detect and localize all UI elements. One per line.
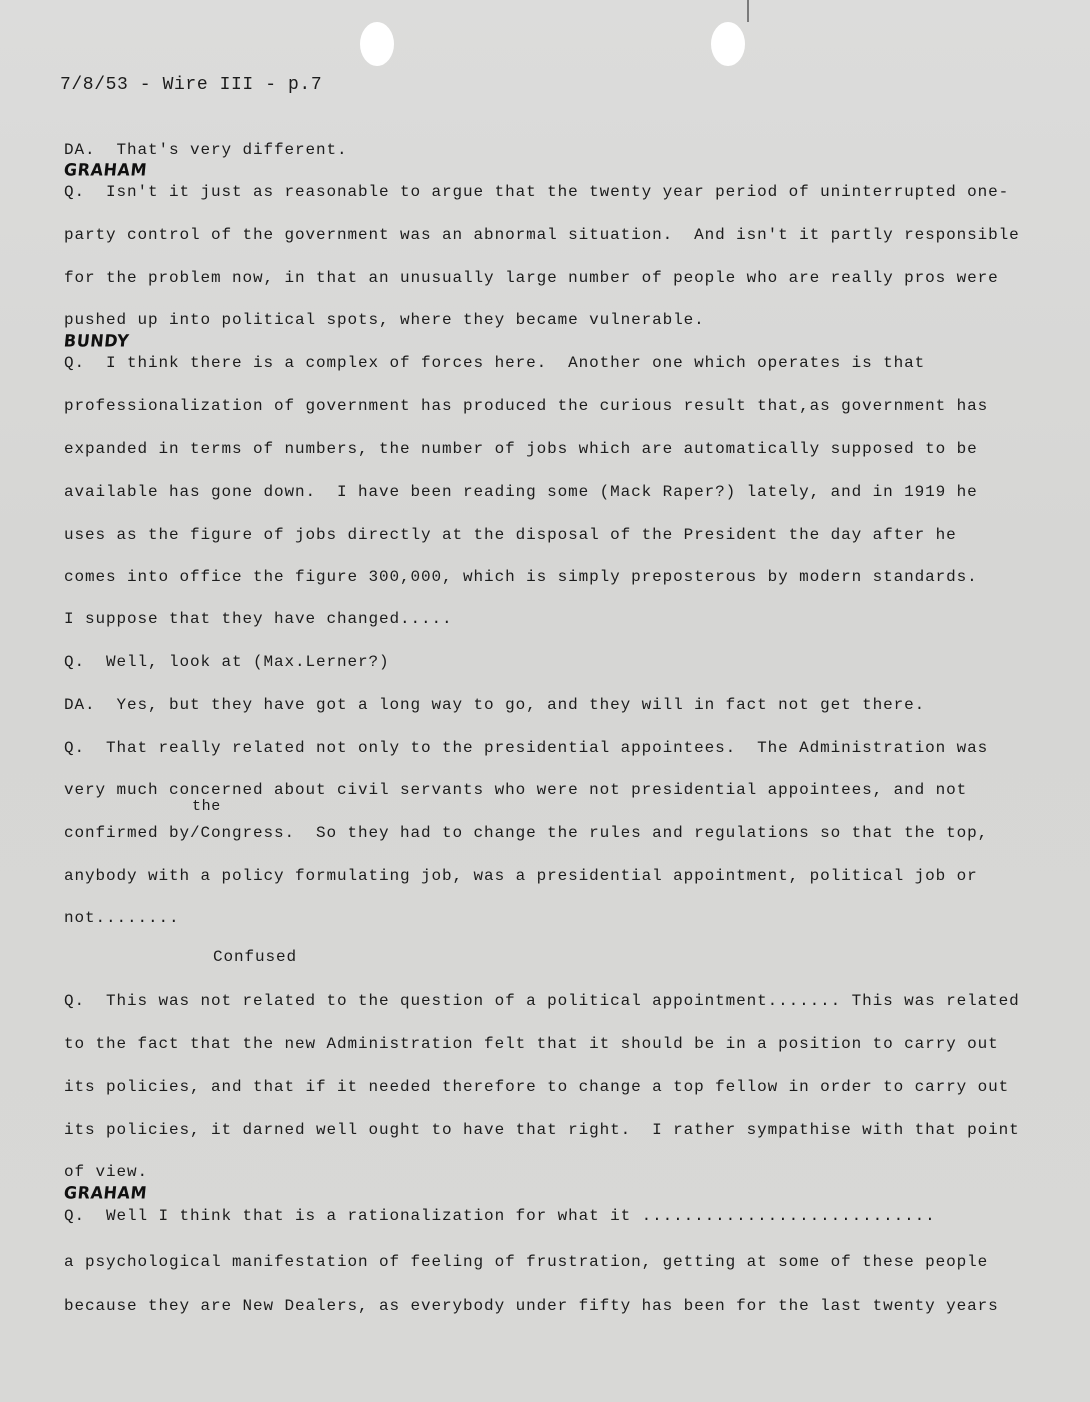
speaker-annotation-graham: GRAHAM bbox=[63, 159, 149, 180]
text-line: DA. Yes, but they have got a long way to go, and they will in fact not get there. bbox=[64, 696, 926, 714]
text-line: expanded in terms of numbers, the number of jobs which are automatically supposed to be bbox=[64, 440, 978, 458]
text-line: uses as the figure of jobs directly at the disposal of the President the day after he bbox=[64, 526, 957, 544]
text-line: Q. Isn't it just as reasonable to argue that the twenty year period of uninterrupted one- bbox=[64, 183, 1010, 201]
text-line: not........ bbox=[64, 909, 180, 927]
text-line: of view. bbox=[64, 1163, 149, 1181]
text-line: Q. That really related not only to the presidential appointees. The Administration was bbox=[64, 739, 989, 757]
edge-mark bbox=[747, 0, 749, 22]
text-line: its policies, and that if it needed therefore to change a top fellow in order to carry out bbox=[64, 1078, 1010, 1096]
text-line: comes into office the figure 300,000, which is simply preposterous by modern standards. bbox=[64, 568, 978, 586]
text-line: very much concerned about civil servants who were not presidential appointees, and not bbox=[64, 781, 968, 799]
speaker-annotation-graham: GRAHAM bbox=[63, 1182, 149, 1203]
page-header: 7/8/53 - Wire III - p.7 bbox=[60, 75, 323, 95]
text-line: its policies, it darned well ought to have that right. I rather sympathise with that point bbox=[64, 1121, 1020, 1139]
text-line: for the problem now, in that an unusually large number of people who are really pros were bbox=[64, 269, 999, 287]
text-line: anybody with a policy formulating job, was a presidential appointment, political job or bbox=[64, 867, 978, 885]
text-line: Q. Well, look at (Max.Lerner?) bbox=[64, 653, 390, 671]
text-line: Q. This was not related to the question of a political appointment....... This was related bbox=[64, 992, 1020, 1010]
text-line: confirmed by/Congress. So they had to change the rules and regulations so that the top, bbox=[64, 824, 989, 842]
text-line: Q. Well I think that is a rationalization for what it ............................ bbox=[64, 1207, 936, 1225]
text-line: because they are New Dealers, as everybody under fifty has been for the last twenty years bbox=[64, 1297, 999, 1315]
text-line: DA. That's very different. bbox=[64, 141, 348, 159]
text-line: a psychological manifestation of feeling of frustration, getting at some of these people bbox=[64, 1253, 989, 1271]
text-line: Q. I think there is a complex of forces here. Another one which operates is that bbox=[64, 354, 926, 372]
confused-note: Confused bbox=[213, 948, 298, 966]
text-line: available has gone down. I have been reading some (Mack Raper?) lately, and in 1919 he bbox=[64, 483, 978, 501]
text-line: I suppose that they have changed..... bbox=[64, 610, 453, 628]
punch-hole-left bbox=[360, 22, 394, 66]
speaker-annotation-bundy: BUNDY bbox=[63, 330, 131, 351]
text-line: professionalization of government has produced the curious result that,as government has bbox=[64, 397, 989, 415]
text-line: pushed up into political spots, where they became vulnerable. bbox=[64, 311, 705, 329]
punch-hole-right bbox=[711, 22, 745, 66]
text-line: to the fact that the new Administration felt that it should be in a position to carry out bbox=[64, 1035, 999, 1053]
inserted-word: the bbox=[192, 798, 221, 815]
text-line: party control of the government was an abnormal situation. And isn't it partly responsible bbox=[64, 226, 1020, 244]
